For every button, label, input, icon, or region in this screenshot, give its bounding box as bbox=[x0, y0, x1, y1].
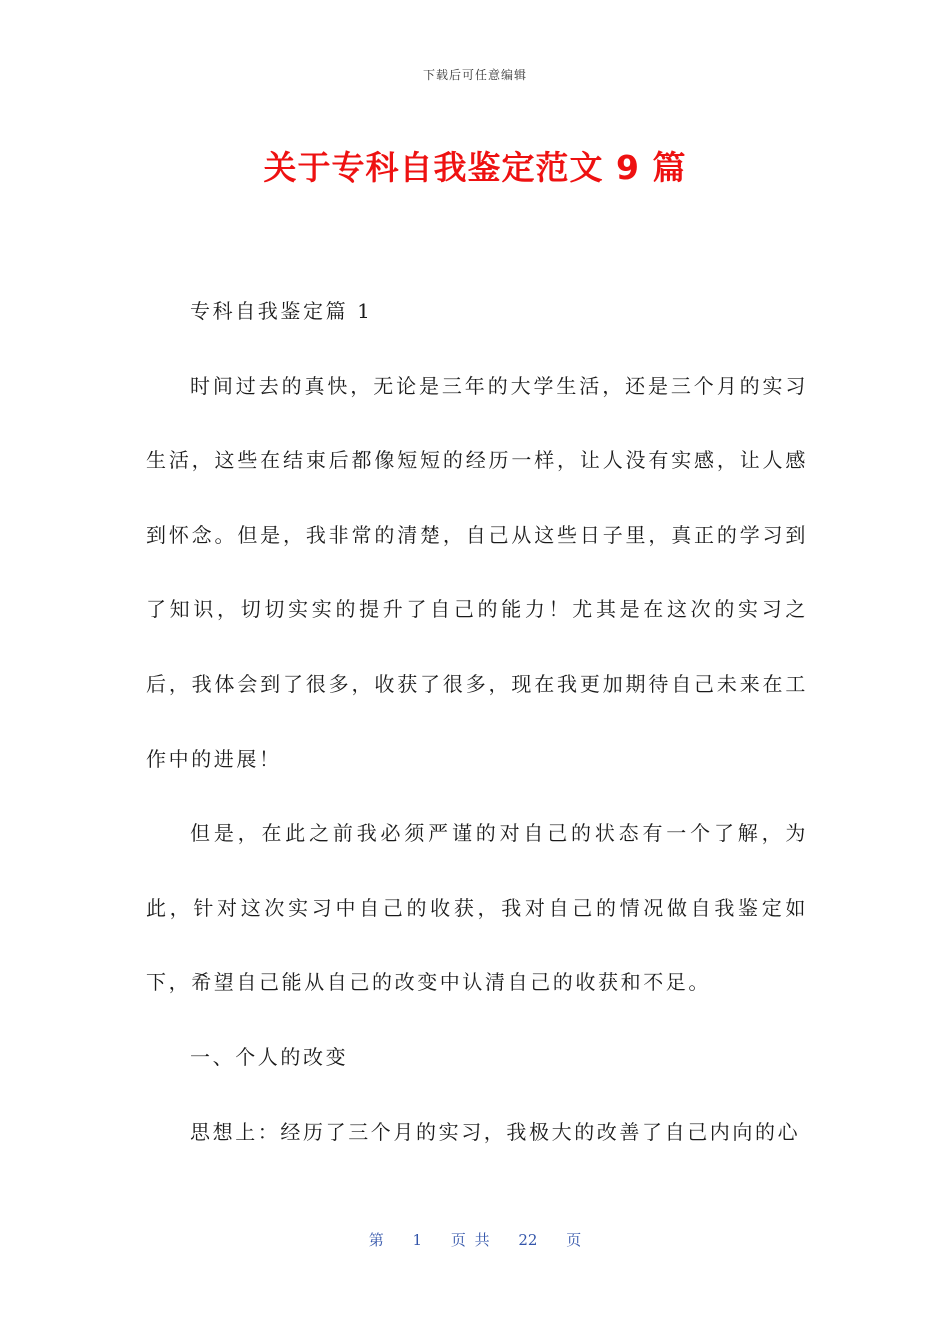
footer-page-middle: 页 共 bbox=[450, 1231, 490, 1249]
footer-total-pages: 22 bbox=[518, 1231, 538, 1249]
section-heading: 专科自我鉴定篇 1 bbox=[190, 299, 373, 323]
body-paragraph: 思想上：经历了三个月的实习，我极大的改善了自己内向的心 bbox=[190, 1119, 801, 1144]
page-header-note: 下载后可任意编辑 bbox=[422, 68, 527, 82]
body-paragraph: 但是，在此之前我必须严谨的对自己的状态有一个了解，为此，针对这次实习中自己的收获，我对自己的情况做自我鉴定如下，希望自己能从自己的改变中认清自己的收获和不足。 bbox=[146, 821, 808, 995]
footer-page-prefix: 第 bbox=[368, 1231, 384, 1249]
footer-page-number: 1 bbox=[412, 1231, 423, 1249]
subsection-heading: 一、个人的改变 bbox=[190, 1044, 349, 1069]
document-title: 关于专科自我鉴定范文 9 篇 bbox=[263, 148, 687, 187]
document-body bbox=[146, 274, 808, 1169]
footer-page-suffix: 页 bbox=[566, 1231, 582, 1249]
page-footer bbox=[0, 1229, 950, 1250]
body-paragraph: 时间过去的真快，无论是三年的大学生活，还是三个月的实习生活，这些在结束后都像短短的经历一样，让人没有实感，让人感到怀念。但是，我非常的清楚，自己从这些日子里，真正的学习到了知识，切切实实的提升了自己的能力！尤其是在这次的实习之后，我体会到了很多，收获了很多，现在我更加期待自己未来在工作中的进展！ bbox=[146, 373, 808, 771]
